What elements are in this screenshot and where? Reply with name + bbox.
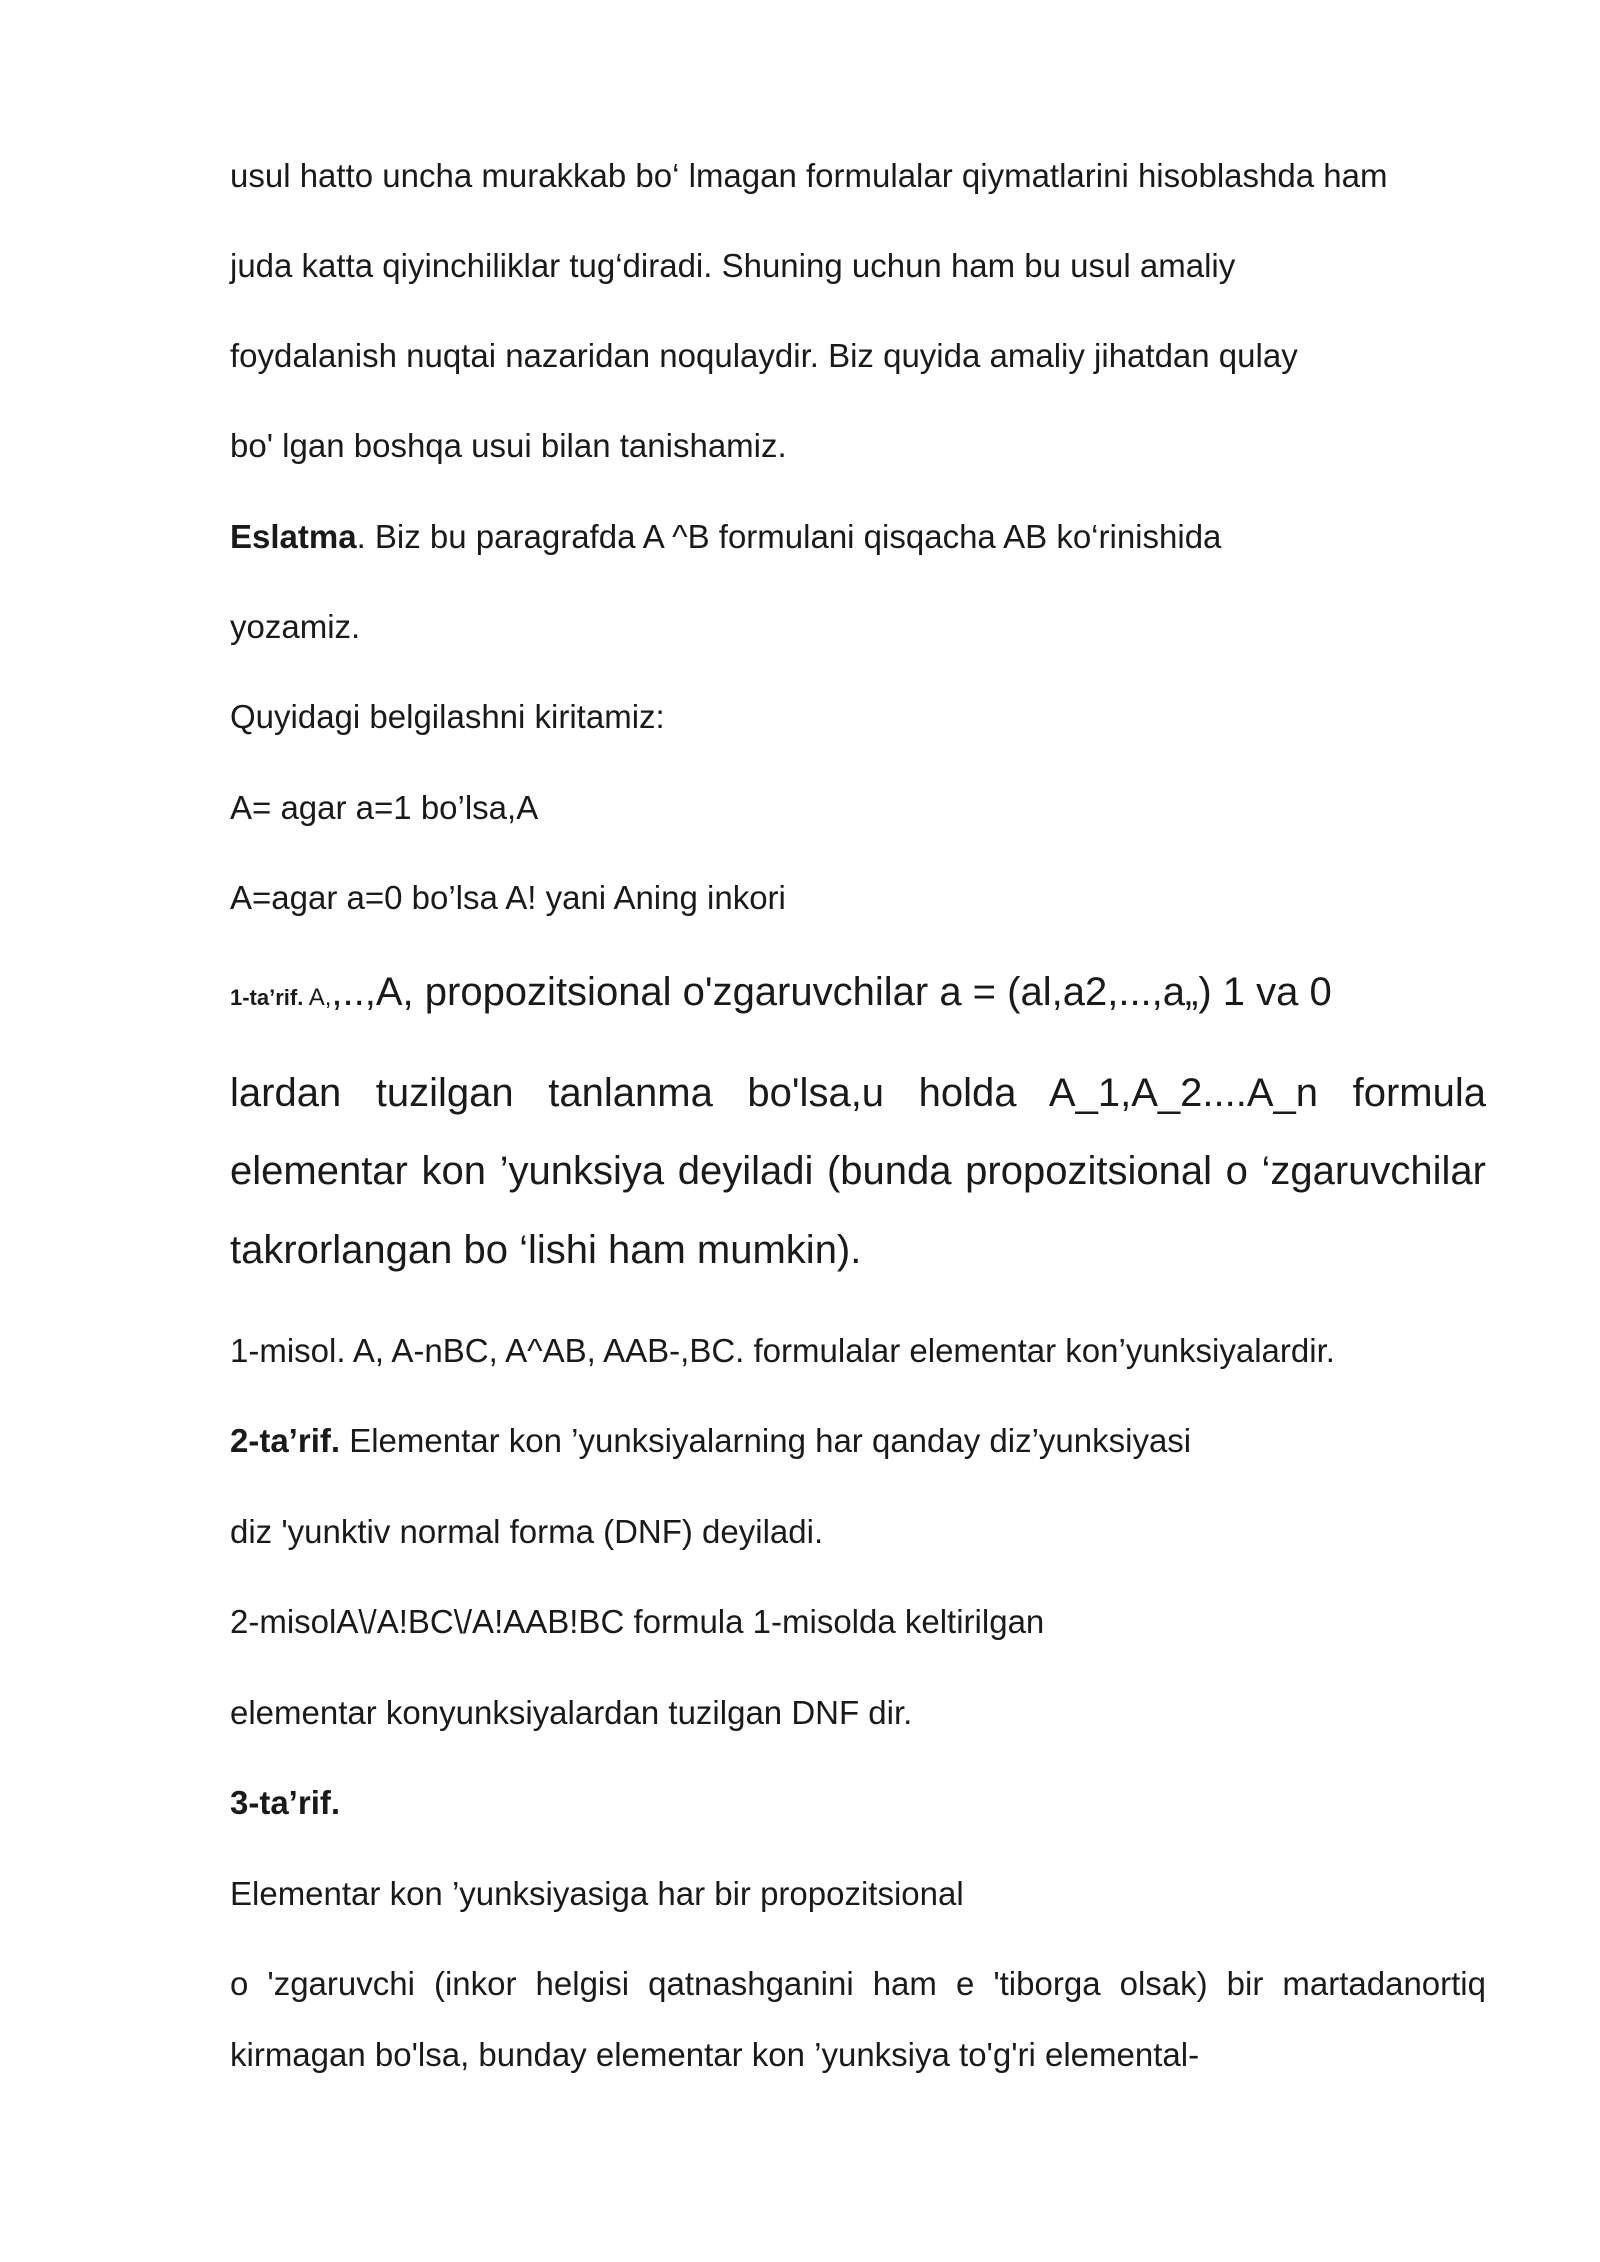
example-1: 1-misol. A, A-nBC, A^AB, AAB-,BC. formulalar elementar kon’yunksiyalardir.	[230, 1332, 1335, 1369]
paragraph-line: usul hatto uncha murakkab bo‘ lmagan formulalar qiymatlarini hisoblashda ham	[230, 157, 1388, 194]
definition-1-label: 1-ta’rif.	[230, 985, 304, 1010]
example-2: 2-misolA\/A!BC\/A!AAB!BC formula 1-misolda keltirilgan	[230, 1603, 1045, 1640]
paragraph-line: A=agar a=0 bo’lsa A! yani Aning inkori	[230, 879, 786, 916]
eslatma-line	[230, 517, 1221, 557]
definition-1-text: ,..,A, propozitsional o'zgaruvchilar a = (al,a2,...,a„) 1 va 0	[331, 970, 1332, 1014]
definition-1-body: elementar kon ’yunksiya deyiladi (bunda propozitsional o ‘zgaruvchilar	[230, 1149, 1486, 1193]
definition-2-text: Elementar kon ’yunksiyalarning har qanday diz’yunksiyasi	[340, 1422, 1192, 1459]
eslatma-label: Eslatma	[230, 518, 357, 555]
definition-1-body: takrorlangan bo ‘lishi ham mumkin).	[230, 1228, 862, 1272]
paragraph-line: bo' lgan boshqa usui bilan tanishamiz.	[230, 427, 787, 464]
paragraph-line: elementar konyunksiyalardan tuzilgan DNF dir.	[230, 1694, 913, 1731]
paragraph-line: kirmagan bo'lsa, bunday elementar kon ’yunksiya to'g'ri elemental-	[230, 2036, 1200, 2073]
paragraph-line: juda katta qiyinchiliklar tug‘diradi. Shuning uchun ham bu usul amaliy	[230, 247, 1236, 284]
paragraph-line: Elementar kon ’yunksiyasiga har bir propozitsional	[230, 1875, 964, 1912]
paragraph-line: o 'zgaruvchi (inkor helgisi qatnashganini ham e 'tiborga olsak) bir martadanortiq	[230, 1965, 1486, 2002]
paragraph-line: diz 'yunktiv normal forma (DNF) deyiladi.	[230, 1513, 824, 1550]
definition-1-body: lardan tuzilgan tanlanma bo'lsa,u holda A_1,A_2....A_n formula	[230, 1071, 1486, 1115]
definition-1-var: A,	[303, 984, 332, 1011]
eslatma-text: . Biz bu paragrafda A ^B formulani qisqacha AB ko‘rinishida	[356, 518, 1222, 555]
definition-2-label: 2-ta’rif.	[230, 1422, 341, 1459]
definition-3-label-text: 3-ta’rif.	[230, 1784, 341, 1821]
paragraph-line: foydalanish nuqtai nazaridan noqulaydir. Biz quyida amaliy jihatdan qulay	[230, 337, 1298, 374]
paragraph-line: yozamiz.	[230, 608, 361, 645]
definition-1-line	[230, 972, 1332, 1018]
definition-3-label	[230, 1783, 340, 1823]
paragraph-line: Quyidagi belgilashni kiritamiz:	[230, 698, 665, 735]
paragraph-line: A= agar a=1 bo’lsa,A	[230, 789, 539, 826]
definition-2-line	[230, 1421, 1191, 1461]
